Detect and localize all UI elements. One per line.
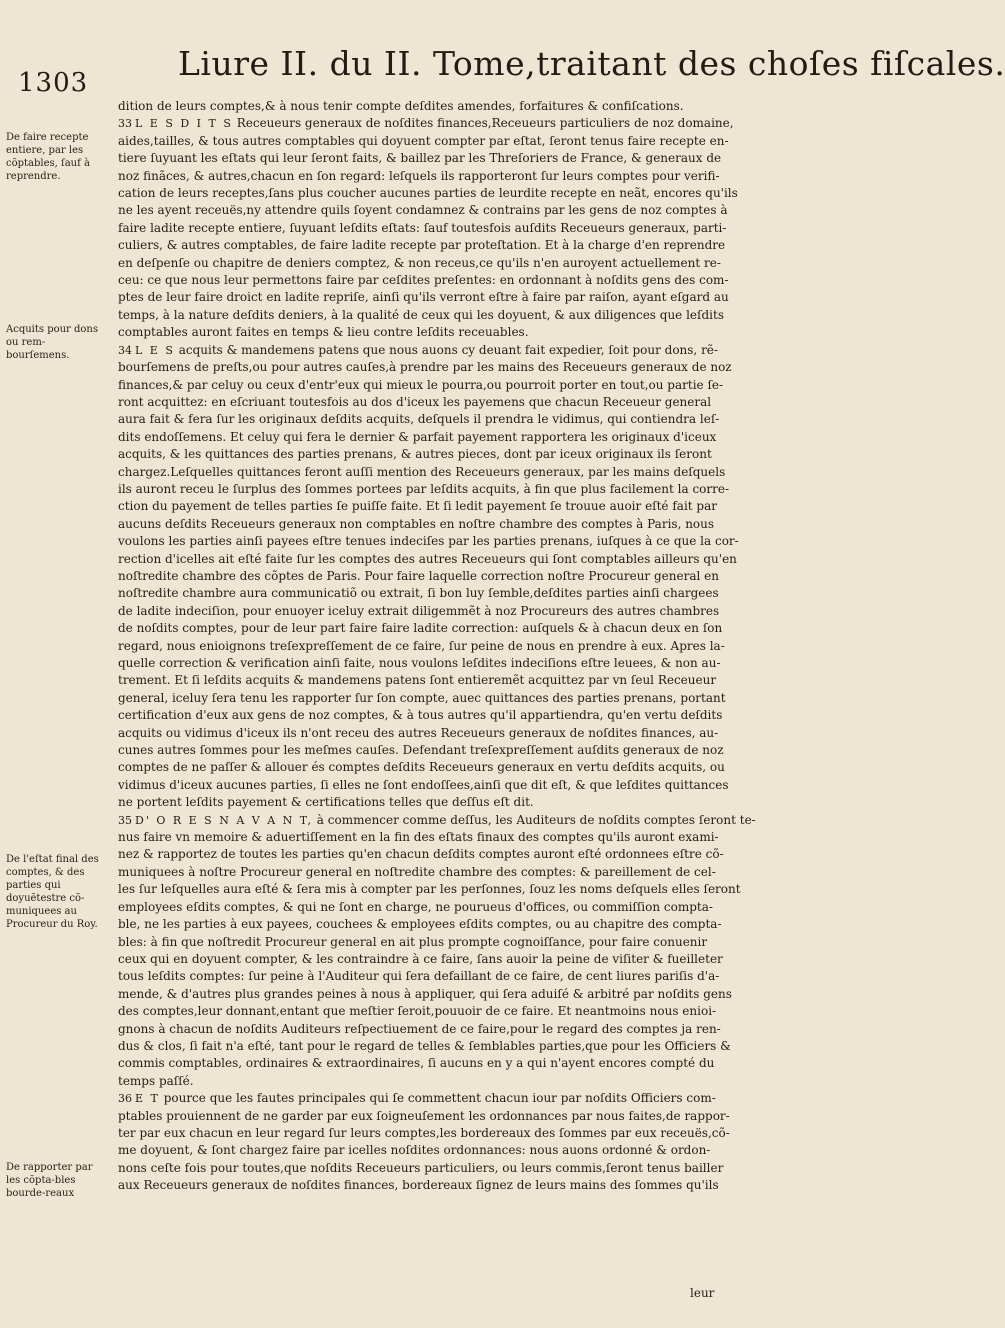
article-paragraph [118, 115, 738, 341]
line-text: temps paſſé. [118, 1073, 194, 1088]
line-text: dition de leurs comptes,& à nous tenir compte deſdites amendes, forfaitures & confiſcations. [118, 99, 684, 113]
text-line [118, 846, 730, 863]
text-line [118, 272, 730, 289]
line-text: rection d'icelles ait eſté faite ſur les comptes des autres Receueurs qui ſont comptables ailleurs qu'en [118, 551, 737, 566]
line-text: ptables prouiennent de ne garder par eux ſoigneuſement les ordonnances par nous faites,de rappor- [118, 1108, 730, 1123]
text-line [118, 516, 730, 533]
line-text: dus & clos, ſi fait n'a eſté, tant pour le regard de telles & ſemblables parties,que pour les Officiers & [118, 1038, 731, 1053]
text-line [118, 411, 730, 428]
article-number: 36 [118, 1092, 132, 1106]
line-text: cunes autres ſommes pour les meſmes cauſes. Defendant treſexpreſſement auſdits generaux de noz [118, 743, 724, 758]
text-line [118, 899, 730, 916]
text-line [118, 620, 730, 637]
text-line [118, 1160, 730, 1177]
line-text: de ladite indeciſion, pour enuoyer iceluy extrait diligemmẽt à noz Procureurs des autres chambres [118, 603, 720, 618]
article-paragraph [118, 1090, 730, 1194]
line-text: ceu: ce que nous leur permettons faire par ceſdites preſentes: en ordonnant à noſdits gens des com- [118, 273, 729, 288]
running-title: Liure II. du II. Tome,traitant des choſes fiſcales. [178, 44, 1005, 83]
text-line [118, 725, 730, 742]
text-line [118, 986, 730, 1003]
text-line [118, 603, 730, 620]
text-line [118, 237, 730, 254]
line-text: les ſur leſquelles aura eſté & ſera mis à compter par les perſonnes, ſouz les noms deſquels elles ſeront [118, 882, 741, 897]
text-line [118, 429, 730, 446]
line-text: ceux qui en doyuent compter, & les contraindre à ce faire, ſans auoir la peine de viſiter & fueilleter [118, 951, 723, 966]
line-text: à commencer comme deſſus, les Auditeurs de noſdits comptes ſeront te- [312, 812, 756, 827]
text-line [118, 342, 730, 359]
line-text: quelle correction & verification ainſi faite, nous voulons leſdites indeciſions eſtre leuees, & non au- [118, 656, 721, 670]
line-text: aucuns deſdits Receueurs generaux non comptables en noſtre chambre des comptes à Paris, nous [118, 516, 715, 531]
line-text: ptes de leur faire droict en ladite repriſe, ainſi qu'ils verront eſtre à faire par raiſon, ayant eſgard au [118, 290, 729, 305]
text-line [118, 1125, 730, 1142]
line-text: faire ladite recepte entiere, ſuyuant leſdits eſtats: ſauf toutesfois auſdits Receueurs generaux, parti- [118, 220, 727, 235]
line-text: employees eſdits comptes, & qui ne ſont en charge, ne pourueus d'offices, ou commiſſion compta- [118, 899, 713, 914]
text-line [118, 289, 730, 306]
line-text: tous leſdits comptes: ſur peine à l'Auditeur qui ſera defaillant de ce faire, de cent liures pariſis d'a- [118, 969, 720, 984]
line-text: vidimus d'iceux aucunes parties, ſi elles ne ſont endoſſees,ainſi que dit eſt, & que leſdites quittances [118, 777, 729, 792]
line-text: bles: à fin que noſtredit Procureur general en ait plus prompte cognoiſſance, pour faire conuenir [118, 934, 708, 949]
text-line [118, 551, 737, 568]
text-line [118, 498, 730, 515]
line-text: ction du payement de telles parties ſe puiſſe faite. Et ſi ledit payement ſe trouue auoir eſté fait par [118, 499, 717, 514]
margin-note: De faire recepte entiere, par les cõptables, ſauf à reprendre. [6, 132, 90, 182]
line-text: des comptes,leur donnant,entant que meſtier ſeroit,pouuoir de ce faire. Et neantmoins nous enioi- [118, 1004, 717, 1019]
text-line [118, 394, 730, 411]
line-text: culiers, & autres comptables, de faire ladite recepte par proteſtation. Et à la charge d'en reprendre [118, 238, 726, 253]
line-text: nons ceſte fois pour toutes,que noſdits Receueurs particuliers, ou leurs commis,ſeront tenus bailler [118, 1160, 724, 1175]
text-line [118, 307, 730, 324]
margin-note: Acquits pour dons ou rem-bourſemens. [6, 324, 99, 361]
line-text: ils auront receu le ſurplus des ſommes portees par leſdits acquits, à fin que plus facilement la corre- [118, 481, 730, 496]
line-text: temps, à la nature deſdits deniers, à la qualité de ceux qui les doyuent, & aux diligences que leſdits [118, 307, 724, 322]
text-line [118, 916, 730, 933]
text-line [118, 202, 730, 219]
line-text: ne les ayent receuës,ny attendre quils ſoyent condamnez & contrains par les gens de noz comptes à [118, 203, 728, 218]
lead-words: L E S D I T S [135, 117, 233, 131]
text-line [118, 707, 730, 724]
text-line [118, 533, 739, 550]
line-text: ne portent leſdits payement & certifications telles que deſſus eſt dit. [118, 795, 534, 810]
line-text: noſtredite chambre aura communicatiõ ou extrait, ſi bon luy ſemble,deſdites parties ainſi chargees [118, 586, 719, 601]
line-text: dits endoſſemens. Et celuy qui fera le dernier & parfait payement rapportera les originaux d'iceux [118, 429, 717, 444]
line-text: de noſdits comptes, pour de leur part faire faire ladite correction: auſquels & à chacun deux en ſon [118, 621, 723, 636]
article-number: 33 [118, 117, 132, 131]
text-line [118, 794, 730, 811]
text-line [118, 1073, 730, 1090]
line-text: Receueurs generaux de noſdites finances,Receueurs particuliers de noz domaine, [232, 116, 734, 131]
text-line [118, 690, 730, 707]
article-paragraph [118, 98, 730, 115]
text-line [118, 672, 730, 689]
line-text: general, iceluy ſera tenu les rapporter ſur ſon compte, auec quittances des parties prenans, portant [118, 690, 726, 705]
line-text: pource que les fautes principales qui ſe commettent chacun iour par noſdits Officiers com- [159, 1091, 716, 1106]
line-text: trement. Et ſi leſdits acquits & mandemens patens ſont entieremẽt acquittez par vn ſeul Receueur [118, 673, 717, 688]
text-line [118, 638, 730, 655]
article-number: 34 [118, 343, 132, 357]
text-line [118, 446, 730, 463]
line-text: mende, & d'autres plus grandes peines à nous à appliquer, qui ſera aduiſé & arbitré par noſdits gens [118, 986, 732, 1001]
text-line [118, 185, 738, 202]
line-text: acquits, & les quittances des parties prenans, & autres pieces, dont par iceux originaux ils ſeront [118, 447, 712, 462]
line-text: nus faire vn memoire & aduertiſſement en la fin des eſtats finaux des comptes qu'ils auront exami- [118, 830, 719, 845]
line-text: regard, nous enioignons treſexpreſſement de ce faire, ſur peine de nous en prendre à eux. Apres la- [118, 638, 725, 653]
line-text: aides,tailles, & tous autres comptables qui doyuent compter par eſtat, ſeront tenus faire recepte en- [118, 133, 729, 148]
body-text [118, 98, 756, 1195]
text-line [118, 864, 730, 881]
text-line [118, 359, 730, 376]
line-text: certification d'eux aux gens de noz comptes, & à tous autres qu'il appartiendra, qu'en vertu deſdits [118, 708, 723, 723]
text-line [118, 1108, 730, 1125]
line-text: aux Receueurs generaux de noſdites finances, bordereaux ſignez de leurs mains des ſommes qu'ils [118, 1178, 719, 1193]
line-text: chargez.Leſquelles quittances feront auſſi mention des Receueurs generaux, par les mains deſquels [118, 464, 726, 479]
catchword: leur [690, 1286, 715, 1300]
text-line [118, 742, 730, 759]
text-line [118, 133, 730, 150]
lead-words: D' O R E S N A V A N T, [135, 813, 313, 827]
text-line [118, 324, 730, 341]
text-line [118, 759, 730, 776]
line-text: noz finãces, & autres,chacun en ſon regard: leſquels ils rapporteront ſur leurs comptes pour verifi- [118, 168, 720, 183]
text-line [118, 98, 730, 115]
line-text: acquits ou vidimus d'iceux ils n'ont receu des autres Receueurs generaux de noſdites finances, au- [118, 725, 719, 740]
line-text: tiere ſuyuant les eſtats qui leur ſeront faits, & baillez par les Threſoriers de France, & generaux de [118, 151, 722, 166]
margin-note: De rapporter par les cõpta-bles bourde-reaux [6, 1162, 93, 1199]
line-text: muniquees à noſtre Procureur general en noſtredite chambre des comptes: & pareillement de cel- [118, 864, 716, 879]
line-text: en deſpenſe ou chapitre de deniers comptez, & non receus,ce qu'ils n'en auroyent actuellement re- [118, 255, 721, 270]
text-line [118, 1003, 730, 1020]
text-line [118, 464, 730, 481]
text-line [118, 1090, 730, 1107]
text-line [118, 1142, 730, 1159]
text-line [118, 951, 730, 968]
line-text: ter par eux chacun en leur regard ſur leurs comptes,les bordereaux des ſommes par eux receuës,cõ- [118, 1125, 730, 1140]
folio-number: 1303 [18, 68, 89, 98]
line-text: voulons les parties ainſi payees eſtre tenues indeciſes par les parties prenans, iuſques à ce que la cor- [118, 534, 739, 549]
line-text: ble, ne les parties à eux payees, couchees & employees eſdits comptes, ou au chapitre des compta- [118, 917, 722, 932]
line-text: me doyuent, & ſont chargez faire par icelles noſdites ordonnances: nous auons ordonné & ordon- [118, 1143, 711, 1158]
lead-words: L E S [135, 343, 175, 357]
line-text: nez & rapportez de toutes les parties qu'en chacun deſdits comptes auront eſté ordonnees eſtre cõ- [118, 847, 724, 862]
text-line [118, 168, 730, 185]
text-line [118, 150, 730, 167]
text-line [118, 115, 734, 132]
text-line [118, 777, 730, 794]
article-paragraph [118, 342, 739, 812]
line-text: gnons à chacun de noſdits Auditeurs reſpectiuement de ce faire,pour le regard des comptes ja ren- [118, 1021, 721, 1036]
article-paragraph [118, 812, 756, 1091]
text-line [118, 655, 730, 672]
text-line [118, 1177, 730, 1194]
text-line [118, 812, 756, 829]
line-text: comptables auront faites en temps & lieu contre leſdits receuables. [118, 325, 529, 340]
line-text: finances,& par celuy ou ceux d'entr'eux qui mieux le pourra,ou pourroit porter en tout,ou partie ſe- [118, 377, 724, 392]
text-line [118, 585, 730, 602]
text-line [118, 881, 741, 898]
line-text: noſtredite chambre des cõptes de Paris. Pour faire laquelle correction noſtre Procureur general en [118, 568, 719, 583]
text-line [118, 968, 730, 985]
article-number: 35 [118, 813, 132, 827]
text-line [118, 1021, 730, 1038]
line-text: acquits & mandemens patens que nous auons cy deuant fait expedier, ſoit pour dons, rẽ- [174, 342, 718, 357]
text-line [118, 934, 730, 951]
text-line [118, 568, 730, 585]
line-text: aura fait & fera ſur les originaux deſdits acquits, deſquels il prendra le vidimus, qui contiendra leſ- [118, 412, 720, 427]
text-line [118, 377, 730, 394]
line-text: comptes de ne paſſer & allouer és comptes deſdits Receueurs generaux en vertu deſdits acquits, ou [118, 760, 725, 775]
page-header [10, 44, 1005, 104]
text-line [118, 1055, 730, 1072]
text-line [118, 481, 730, 498]
line-text: ront acquittez: en eſcriuant toutesfois au dos d'iceux les payemens que chacun Receueur general [118, 394, 712, 409]
line-text: bourſemens de preſts,ou pour autres cauſes,à prendre par les mains des Receueurs generaux de noz [118, 360, 732, 375]
text-line [118, 220, 730, 237]
line-text: cation de leurs receptes,ſans plus coucher aucunes parties de leurdite recepte en neãt, encores qu'ils [118, 186, 738, 201]
lead-words: E T [135, 1092, 160, 1106]
text-line [118, 829, 730, 846]
line-text: commis comptables, ordinaires & extraordinaires, ſi aucuns en y a qui n'ayent encores compté du [118, 1056, 715, 1071]
margin-note: De l'eſtat final des comptes, & des parties qui doyuẽtestre cõ-muniquees au Procureur du Roy. [6, 854, 99, 930]
text-line [118, 255, 730, 272]
text-line [118, 1038, 730, 1055]
